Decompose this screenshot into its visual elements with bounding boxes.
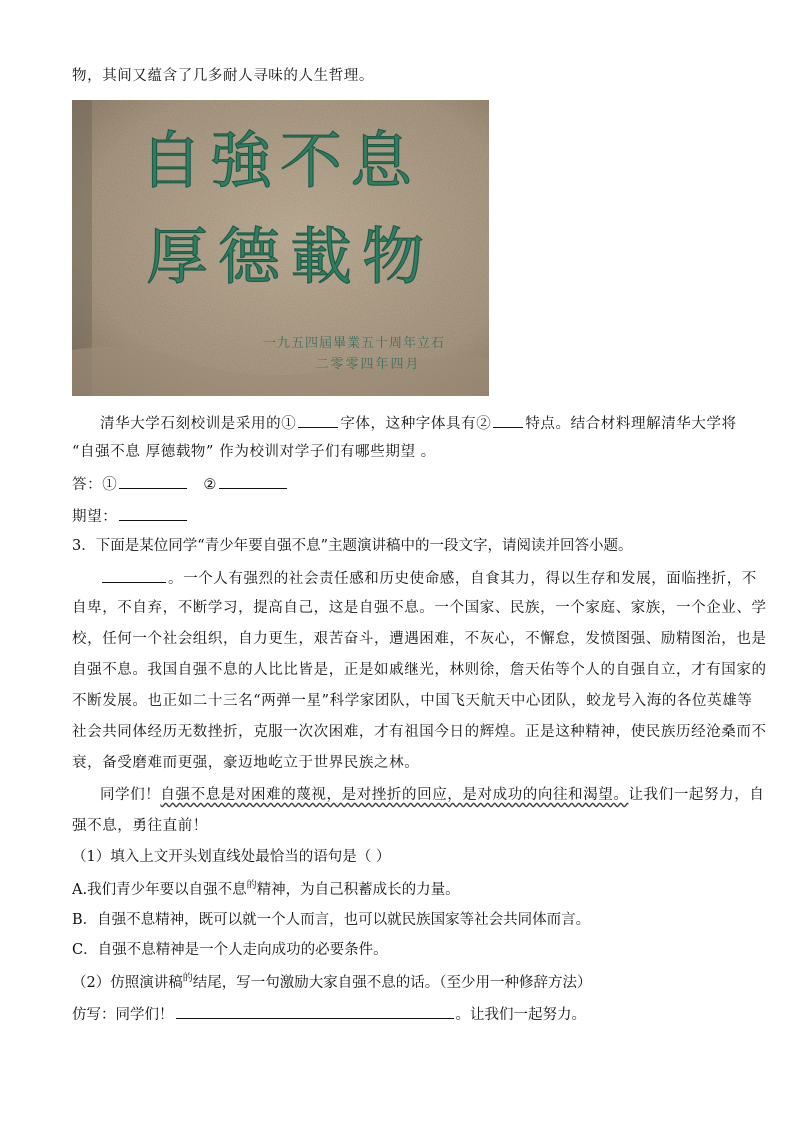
q3-para1-line4: 自强不息。我国自强不息的人比比皆是，正是如戚继光，林则徐，詹天佑等个人的自强自立，才有国家的 [72, 662, 767, 678]
q2-line2: “自强不息 厚德载物” 作为校训对学子们有哪些期望 。 [72, 444, 436, 460]
option-c[interactable]: C．自强不息精神是一个人走向成功的必要条件。 [72, 942, 388, 958]
wavy-underlined-sentence: 自强不息是对困难的蔑视，是对挫折的回应，是对成功的向往和渴望。 [160, 787, 629, 803]
stone-line2: 厚德載物 [145, 220, 435, 293]
q3-para1-line6: 社会共同体经历无数挫折，克服一次次困难，才有祖国今日的辉煌。正是这种精神，使民族历经沧桑而不 [72, 724, 767, 740]
q3-para1-line7: 衰，备受磨难而更强，豪迈地屹立于世界民族之林。 [72, 755, 420, 771]
q3-para2-line2: 强不息，勇往直前！ [72, 818, 208, 834]
imitate-blank[interactable] [176, 1003, 454, 1019]
stone-inscription-1: 一九五四屆畢業五十周年立石 [262, 336, 446, 351]
option-a[interactable]: A.我们青少年要以自强不息$^的$精神，为自己积蓄成长的力量。 [72, 880, 460, 898]
q2-answer-line: 答：① ② [72, 473, 289, 495]
stone-line1: 自強不息 [139, 124, 421, 197]
q3-title: 3．下面是某位同学“青少年要自强不息”主题演讲稿中的一段文字，请阅读并回答小题。 [72, 538, 633, 554]
answer-blank-1[interactable] [119, 473, 187, 489]
stone-inscription-photo [72, 100, 489, 396]
q3-para2-line1: 同学们！自强不息是对困难的蔑视，是对挫折的回应，是对成功的向往和渴望。让我们一起努力，自 [100, 787, 765, 803]
q3-sub1: （1）填入上文开头划直线处最恰当的语句是（ ） [72, 849, 391, 865]
q2-line1: 清华大学石刻校训是采用的① 字体，这种字体具有② 特点。结合材料理解清华大学将 [100, 412, 737, 434]
q3-sub2: （2）仿照演讲稿$^的$结尾，写一句激励大家自强不息的话。（至少用一种修辞方法） [72, 973, 592, 991]
q3-para1-line2: 自卑，不自弃，不断学习，提高自己，这是自强不息。一个国家、民族，一个家庭、家族，一个企业、学 [72, 600, 767, 616]
q3-para1-line1: 。一个人有强烈的社会责任感和历史使命感，自食其力，得以生存和发展，面临挫折，不 [100, 567, 757, 589]
q3-opening-blank[interactable] [102, 567, 166, 583]
imitate-line: 仿写：同学们！ 。让我们一起努力。 [72, 1003, 586, 1025]
hope-blank[interactable] [119, 505, 187, 521]
q3-para1-line3: 校，任何一个社会组织，自力更生，艰苦奋斗，遭遇困难，不灰心，不懈怠，发愤图强、励精图治，也是 [72, 631, 767, 647]
q2-blank-1[interactable] [298, 412, 338, 428]
q2-hope-line: 期望： [72, 505, 189, 527]
intro-line: 物，其间又蕴含了几多耐人寻味的人生哲理。 [72, 68, 374, 84]
q3-para1-line5: 不断发展。也正如二十三名“两弹一星”科学家团队，中国飞天航天中心团队，蛟龙号入海的各位英雄等 [72, 693, 753, 709]
option-b[interactable]: B．自强不息精神，既可以就一个人而言，也可以就民族国家等社会共同体而言。 [72, 912, 591, 928]
stone-svg [72, 100, 489, 396]
q2-blank-2[interactable] [493, 412, 523, 428]
stone-inscription-2: 二零零四年四月 [315, 357, 421, 372]
answer-blank-2[interactable] [219, 473, 287, 489]
